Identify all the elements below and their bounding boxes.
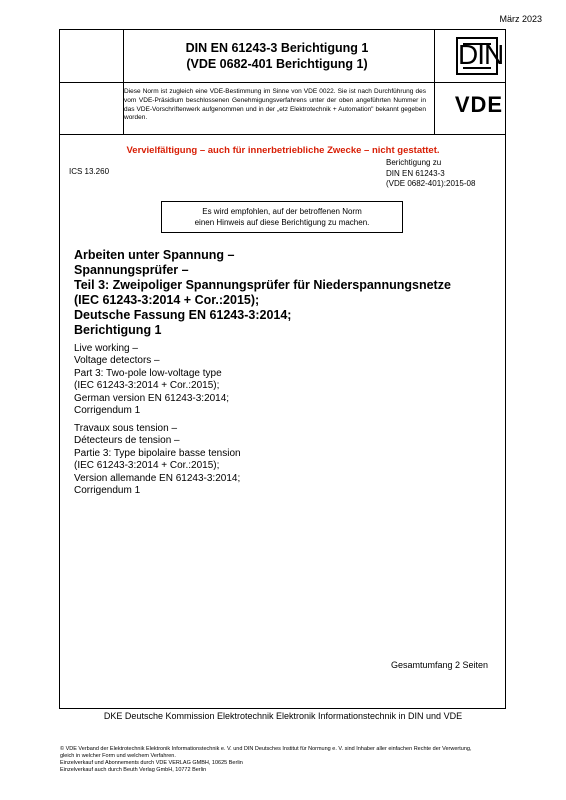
header-divider xyxy=(60,82,505,83)
footer-line: Einzelverkauf und Abonnements durch VDE VERLAG GMBH, 10625 Berlin xyxy=(60,760,243,766)
german-title-line: Spannungsprüfer – xyxy=(74,263,189,277)
din-logo-top-bar xyxy=(463,43,491,45)
correction-line-3: (VDE 0682-401):2015-08 xyxy=(386,179,476,188)
english-title-line: German version EN 61243-3:2014; xyxy=(74,392,230,404)
ics-code: ICS 13.260 xyxy=(69,167,110,176)
copyright-footer xyxy=(60,746,560,774)
title-line-1: DIN EN 61243-3 Berichtigung 1 xyxy=(185,41,369,55)
english-title-line: Part 3: Two-pole low-voltage type xyxy=(74,367,222,379)
publication-date: März 2023 xyxy=(499,14,542,24)
correction-line-2: DIN EN 61243-3 xyxy=(386,168,445,178)
right-column-divider xyxy=(434,30,435,134)
english-title-line: Voltage detectors – xyxy=(74,355,160,367)
footer-line: gleich in welcher Form und welchem Verfahren. xyxy=(60,753,176,759)
german-title-line: (IEC 61243-3:2014 + Cor.:2015); xyxy=(74,293,260,307)
french-title-line: Travaux sous tension – xyxy=(74,423,178,434)
recommendation-box xyxy=(161,201,403,233)
recommendation-line-1: Es wird empfohlen, auf der betroffenen Norm xyxy=(202,207,362,216)
french-title-line: (IEC 61243-3:2014 + Cor.:2015); xyxy=(74,460,220,472)
german-title-line: Teil 3: Zweipoliger Spannungsprüfer für Niederspannungsnetze xyxy=(74,278,451,292)
title-line-2: (VDE 0682-401 Berichtigung 1) xyxy=(186,57,368,71)
document-title xyxy=(124,40,430,72)
header-bottom-divider xyxy=(60,134,505,135)
german-title-line: Deutsche Fassung EN 61243-3:2014; xyxy=(74,308,292,322)
english-title-line: (IEC 61243-3:2014 + Cor.:2015); xyxy=(74,380,220,392)
footer-line: © VDE Verband der Elektrotechnik Elektronik Informationstechnik e. V. und DIN Deutsches Institut für Normung e. V. sind Inhaber aller einfachen Rechte der Verwertung, xyxy=(60,746,472,752)
english-title-line: Live working – xyxy=(74,343,138,354)
din-logo-bottom-bar xyxy=(463,67,491,69)
french-title-line: Détecteurs de tension – xyxy=(74,435,180,447)
german-title-line: Arbeiten unter Spannung – xyxy=(74,248,235,262)
vde-logo: VDE xyxy=(454,92,504,117)
din-logo xyxy=(456,37,504,75)
french-title xyxy=(74,423,494,497)
vde-note: Diese Norm ist zugleich eine VDE-Bestimmung im Sinne von VDE 0022. Sie ist nach Durchführung des vom VDE-Präsidium beschlossenen Genehmigungsverfahrens unter der oben angeführten Nummer in das VDE-Vorschriftenwerk aufgenommen und in der „etz Elektrotechnik + Automation" bekannt gegeben worden. xyxy=(124,88,426,122)
german-title xyxy=(74,248,494,338)
correction-reference xyxy=(386,158,475,190)
recommendation-line-2: einen Hinweis auf diese Berichtigung zu machen. xyxy=(194,218,370,227)
din-logo-text: DIN xyxy=(458,39,504,70)
english-title xyxy=(74,343,494,417)
total-pages: Gesamtumfang 2 Seiten xyxy=(390,660,488,670)
dke-statement: DKE Deutsche Kommission Elektrotechnik Elektronik Informationstechnik in DIN und VDE xyxy=(103,711,463,721)
german-title-line: Berichtigung 1 xyxy=(74,323,162,337)
correction-line-1: Berichtigung zu xyxy=(386,158,442,167)
french-title-line: Corrigendum 1 xyxy=(74,485,141,497)
footer-line: Einzelverkauf auch durch Beuth Verlag GmbH, 10772 Berlin xyxy=(60,767,207,773)
english-title-line: Corrigendum 1 xyxy=(74,405,141,417)
french-title-line: Partie 3: Type bipolaire basse tension xyxy=(74,447,241,459)
copy-warning: Vervielfältigung – auch für innerbetriebliche Zwecke – nicht gestattet. xyxy=(126,145,440,156)
french-title-line: Version allemande EN 61243-3:2014; xyxy=(74,472,241,484)
